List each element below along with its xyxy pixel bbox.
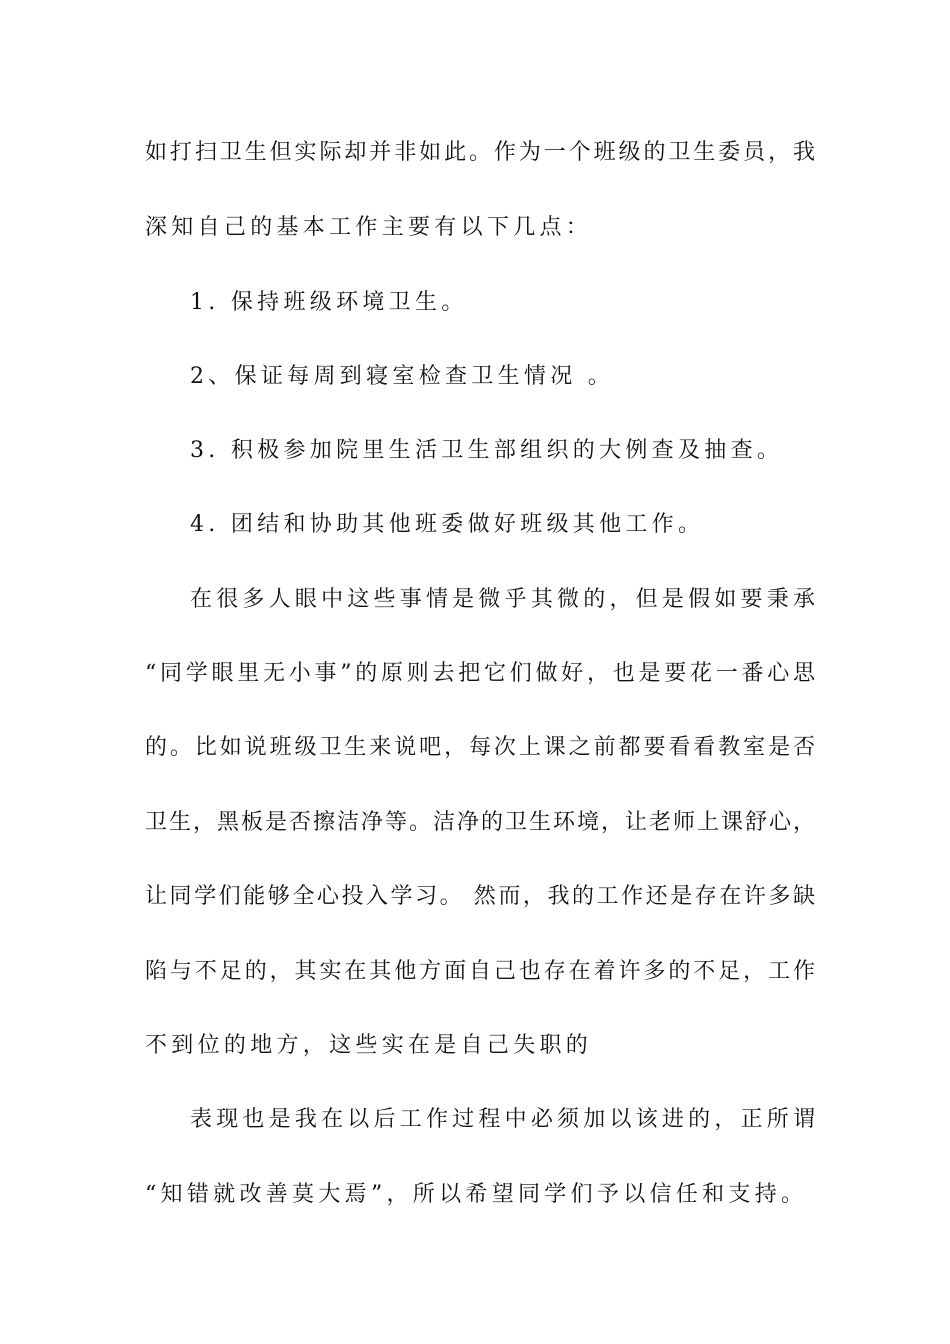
text-line: 在很多人眼中这些事情是微乎其微的，但是假如要秉承: [190, 587, 815, 612]
text-line: 卫生，黑板是否擦洁净等。洁净的卫生环境，让老师上课舒心，: [145, 810, 815, 835]
text-line: 表现也是我在以后工作过程中必须加以该进的，正所谓: [190, 1107, 815, 1132]
text-line: “知错就改善莫大焉”，所以希望同学们予以信任和支持。: [145, 1182, 808, 1207]
text-line: 的。比如说班级卫生来说吧，每次上课之前都要看看教室是否: [145, 735, 815, 760]
text-line: 如打扫卫生但实际却并非如此。作为一个班级的卫生委员，我: [145, 140, 815, 165]
list-item: 4. 团结和协助其他班委做好班级其他工作。: [190, 512, 705, 537]
text-line: 不到位的地方，这些实在是自己失职的: [145, 1033, 593, 1058]
list-item: 3. 积极参加院里生活卫生部组织的大例查及抽查。: [190, 438, 784, 463]
text-line: 让同学们能够全心投入学习。 然而，我的工作还是存在许多缺: [145, 884, 815, 909]
list-item: 1. 保持班级环境卫生。: [190, 290, 468, 315]
text-line: 深知自己的基本工作主要有以下几点：: [145, 215, 593, 240]
list-item: 2、保证每周到寝室检查卫生情况 。: [190, 364, 615, 389]
text-line: “同学眼里无小事”的原则去把它们做好，也是要花一番心思: [145, 661, 815, 686]
text-line: 陷与不足的，其实在其他方面自己也存在着许多的不足，工作: [145, 959, 815, 984]
